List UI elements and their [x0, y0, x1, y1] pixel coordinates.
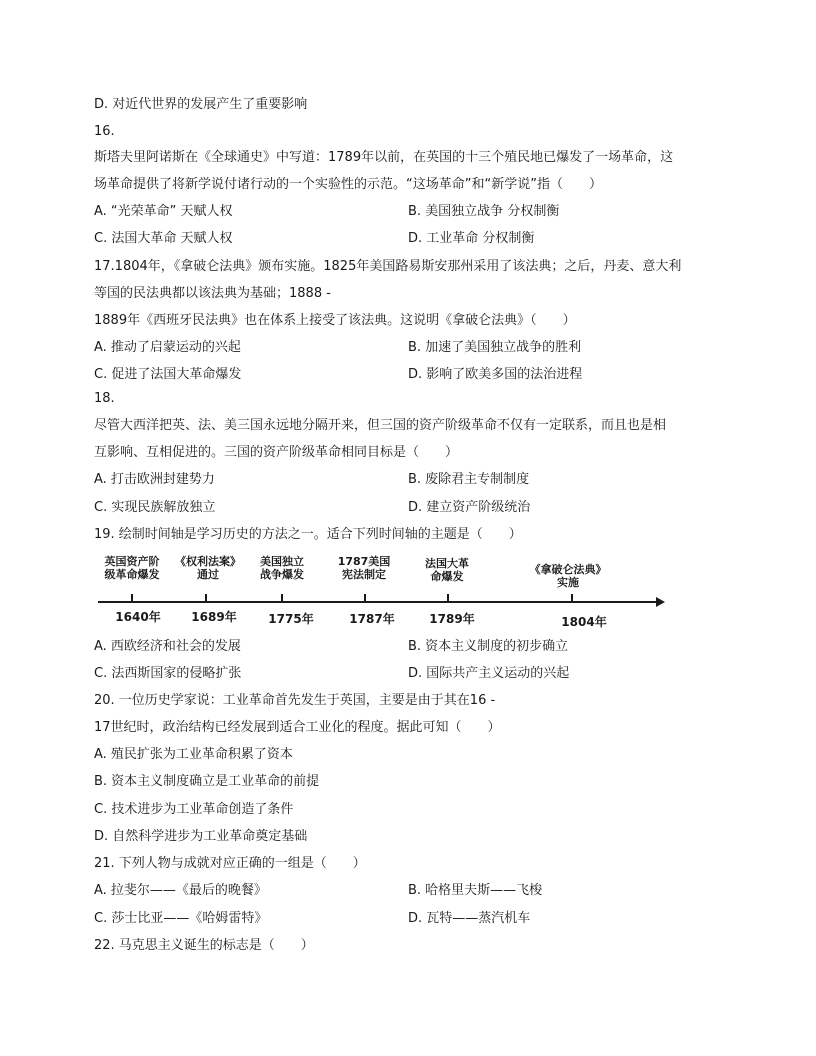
timeline-event-label: 1787美国 宪法制定	[337, 555, 391, 581]
timeline-event-label: 《权利法案》 通过	[175, 555, 241, 581]
timeline-diagram	[94, 548, 674, 634]
timeline-tick	[364, 594, 366, 602]
q18-option-d: D. 建立资产阶级统治	[408, 500, 531, 515]
q20-option-a: A. 殖民扩张为工业革命积累了资本	[94, 747, 293, 762]
q21-stem-line1: 21. 下列人物与成就对应正确的一组是（ ）	[94, 856, 366, 871]
q21-option-c: C. 莎士比亚——《哈姆雷特》	[94, 911, 268, 926]
timeline-year: 1787年	[349, 612, 395, 626]
q18-option-a: A. 打击欧洲封建势力	[94, 472, 215, 487]
q17-option-d: D. 影响了欧美多国的法治进程	[408, 367, 583, 382]
q20-option-b: B. 资本主义制度确立是工业革命的前提	[94, 774, 320, 789]
q20-option-c: C. 技术进步为工业革命创造了条件	[94, 802, 294, 817]
q19-option-b: B. 资本主义制度的初步确立	[408, 639, 569, 654]
q19-option-a: A. 西欧经济和社会的发展	[94, 639, 241, 654]
q17-stem-line2: 等国的民法典都以该法典为基础；1888 -	[94, 286, 331, 301]
q18-option-c: C. 实现民族解放独立	[94, 500, 216, 515]
q17-stem-line1: 17.1804年，《拿破仑法典》颁布实施。1825年美国路易斯安那州采用了该法典；之后，丹麦、意大利	[94, 259, 682, 274]
timeline-tick	[571, 594, 573, 602]
q16-option-a: A. “光荣革命” 天赋人权	[94, 204, 233, 219]
timeline-tick	[447, 594, 449, 602]
q20-stem-line2: 17世纪时，政治结构已经发展到适合工业化的程度。据此可知（ ）	[94, 720, 501, 735]
q21-option-b: B. 哈格里夫斯——飞梭	[408, 883, 543, 898]
q19-option-d: D. 国际共产主义运动的兴起	[408, 666, 570, 681]
q17-stem-line3: 1889年《西班牙民法典》也在体系上接受了该法典。这说明《拿破仑法典》（ ）	[94, 313, 576, 328]
q18-option-b: B. 废除君主专制制度	[408, 472, 530, 487]
q17-option-b: B. 加速了美国独立战争的胜利	[408, 340, 582, 355]
q17-option-a: A. 推动了启蒙运动的兴起	[94, 340, 241, 355]
q16-stem-line2: 场革命提供了将新学说付诸行动的一个实验性的示范。“这场革命”和“新学说”指（ ）	[94, 177, 602, 192]
timeline-year: 1640年	[115, 610, 161, 624]
timeline-year: 1689年	[191, 610, 237, 624]
timeline-event-label: 《拿破仑法典》 实施	[529, 563, 607, 589]
q18-stem-line2: 互影响、互相促进的。三国的资产阶级革命相同目标是（ ）	[94, 445, 459, 460]
timeline-tick	[205, 594, 207, 602]
q16-option-c: C. 法国大革命 天赋人权	[94, 231, 233, 246]
timeline-arrow-icon	[656, 597, 665, 607]
timeline-year: 1804年	[561, 615, 607, 629]
q19-stem-line1: 19. 绘制时间轴是学习历史的方法之一。适合下列时间轴的主题是（ ）	[94, 527, 522, 542]
q17-option-c: C. 促进了法国大革命爆发	[94, 367, 242, 382]
q18-number: 18.	[94, 391, 115, 406]
q16-option-b: B. 美国独立战争 分权制衡	[408, 204, 560, 219]
timeline-event-label: 英国资产阶 级革命爆发	[104, 555, 160, 581]
timeline-tick	[131, 594, 133, 602]
q21-option-a: A. 拉斐尔——《最后的晚餐》	[94, 883, 267, 898]
q16-stem-line1: 斯塔夫里阿诺斯在《全球通史》中写道：1789年以前，在英国的十三个殖民地已爆发了一场革命，这	[94, 150, 674, 165]
timeline-event-label: 美国独立 战争爆发	[260, 555, 304, 581]
timeline-year: 1789年	[429, 612, 475, 626]
q16-option-d: D. 工业革命 分权制衡	[408, 231, 535, 246]
q21-option-d: D. 瓦特——蒸汽机车	[408, 911, 531, 926]
q22-stem-line1: 22. 马克思主义诞生的标志是（ ）	[94, 938, 314, 953]
q19-option-c: C. 法西斯国家的侵略扩张	[94, 666, 242, 681]
q20-option-d: D. 自然科学进步为工业革命奠定基础	[94, 829, 308, 844]
timeline-tick	[281, 594, 283, 602]
q15-option-d: D. 对近代世界的发展产生了重要影响	[94, 97, 308, 112]
timeline-axis	[98, 601, 658, 603]
q20-stem-line1: 20. 一位历史学家说：工业革命首先发生于英国，主要是由于其在16 -	[94, 693, 496, 708]
q18-stem-line1: 尽管大西洋把英、法、美三国永远地分隔开来，但三国的资产阶级革命不仅有一定联系，而且也是相	[94, 418, 667, 433]
timeline-year: 1775年	[268, 612, 314, 626]
q16-number: 16.	[94, 124, 115, 139]
timeline-event-label: 法国大革 命爆发	[425, 557, 469, 583]
